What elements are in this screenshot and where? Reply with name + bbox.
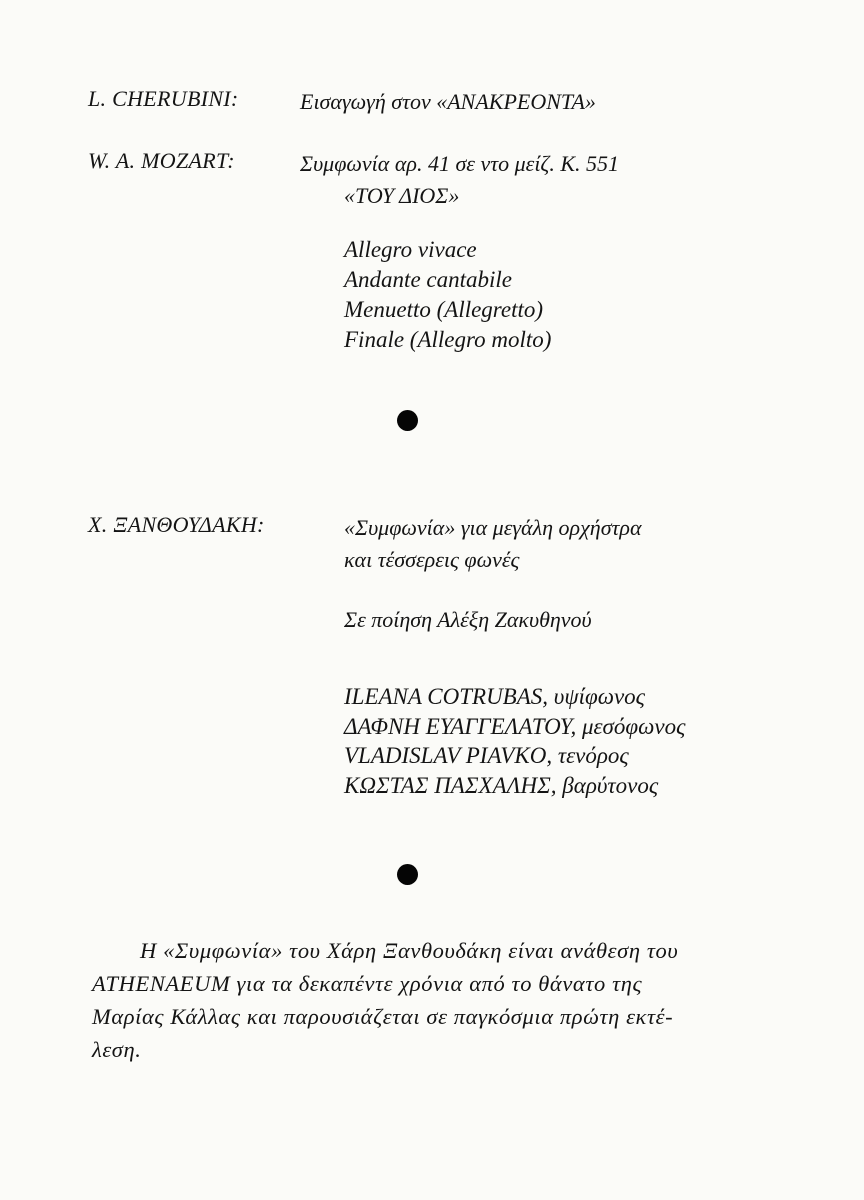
soloist-item: ILEANA COTRUBAS, υψίφωνος (344, 684, 646, 709)
work-subtitle: «ΤΟΥ ΔΙΟΣ» (344, 183, 460, 208)
poetry-credit (344, 604, 592, 636)
composer-cherubini: L. CHERUBINI: (88, 86, 239, 111)
work-cherubini (300, 86, 596, 118)
work-title: Συμφωνία αρ. 41 σε ντο μείζ. Κ. 551 (300, 151, 620, 176)
note-line: Η «Συμφωνία» του Χάρη Ξανθουδάκη είναι ανάθεση του (140, 938, 679, 963)
section-divider-dot (397, 410, 418, 431)
soloist-item: ΚΩΣΤΑΣ ΠΑΣΧΑΛΗΣ, βαρύτονος (344, 772, 659, 798)
note-line: ATHENAEUM για τα δεκαπέντε χρόνια από το θάνατο της (92, 971, 643, 996)
poetry-text: Σε ποίηση Αλέξη Ζακυθηνού (344, 607, 592, 632)
mozart-movements (344, 235, 551, 355)
movement-item: Menuetto (Allegretto) (344, 297, 544, 322)
movement-item: Allegro vivace (344, 237, 477, 262)
section-divider-dot (397, 864, 418, 885)
composer-mozart: W. A. MOZART: (88, 148, 235, 173)
work-subtitle: και τέσσερεις φωνές (344, 547, 520, 572)
soloist-item: ΔΑΦΝΗ ΕΥΑΓΓΕΛΑΤΟΥ, μεσόφωνος (344, 713, 686, 739)
commission-note (92, 934, 790, 1066)
movement-item: Andante cantabile (344, 267, 512, 292)
soloist-item: VLADISLAV PIAVKO, τενόρος (344, 743, 629, 768)
movement-item: Finale (Allegro molto) (344, 327, 552, 352)
work-mozart (300, 148, 619, 212)
work-title: Εισαγωγή στον «ΑΝΑΚΡΕΟΝΤΑ» (300, 89, 596, 114)
note-line: λεση. (92, 1037, 142, 1062)
composer-xanthoudakis: X. ΞΑΝΘΟΥΔΑΚΗ: (88, 512, 265, 537)
soloists-list (344, 682, 685, 800)
work-title: «Συμφωνία» για μεγάλη ορχήστρα (344, 515, 642, 540)
note-line: Μαρίας Κάλλας και παρουσιάζεται σε παγκόσμια πρώτη εκτέ- (92, 1004, 674, 1029)
work-xanthoudakis (344, 512, 642, 576)
